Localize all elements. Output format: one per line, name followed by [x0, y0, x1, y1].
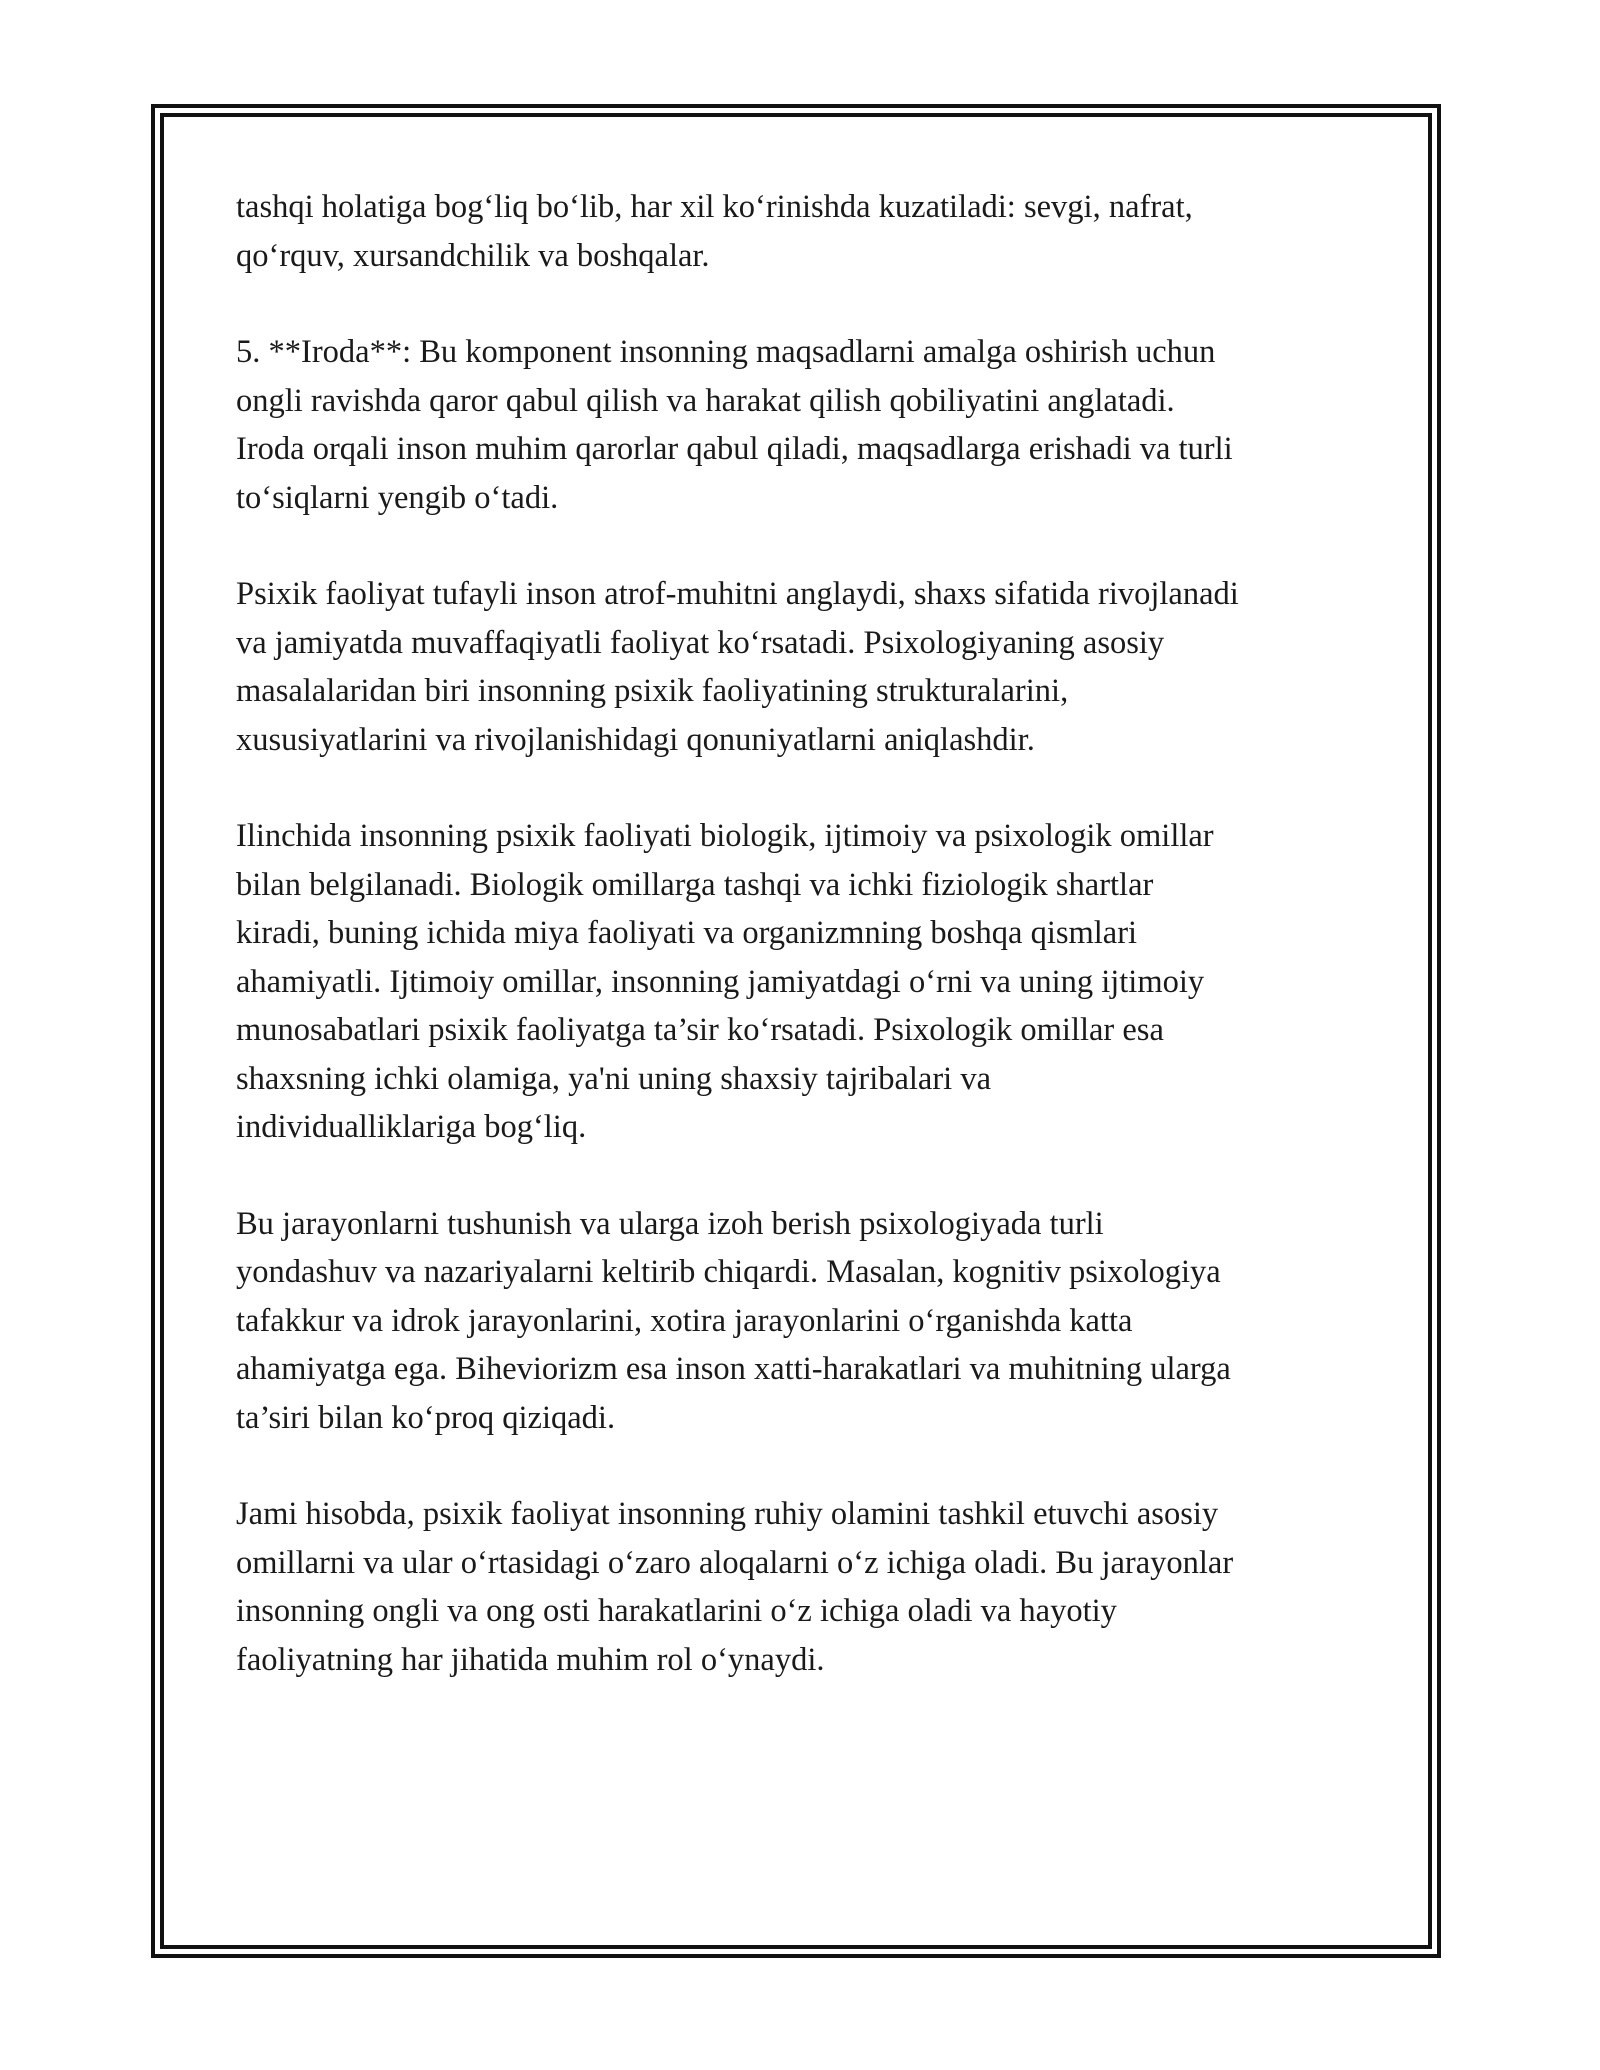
document-body	[236, 183, 1376, 1732]
paragraph-iroda: 5. **Iroda**: Bu komponent insonning maqsadlarni amalga oshirish uchun ongli ravishda qaror qabul qilish va harakat qilish qobiliyatini anglatadi. Iroda orqali inson muhim qarorlar qabul qiladi, maqsadlarga erishadi va turli to‘siqlarni yengib o‘tadi.	[236, 334, 1233, 516]
paragraph-omillar: Ilinchida insonning psixik faoliyati biologik, ijtimoiy va psixologik omillar bilan belgilanadi. Biologik omillarga tashqi va ichki fiziologik shartlar kiradi, buning ichida miya faoliyati va organizmning boshqa qismlari ahamiyatli. Ijtimoiy omillar, insonning jamiyatdagi o‘rni va uning ijtimoiy munosabatlari psixik faoliyatga ta’sir ko‘rsatadi. Psixologik omillar esa shaxsning ichki olamiga, ya'ni uning shaxsiy tajribalari va individualliklariga bog‘liq.	[236, 818, 1214, 1145]
paragraph-nazariyalar: Bu jarayonlarni tushunish va ularga izoh berish psixologiyada turli yondashuv va nazariyalarni keltirib chiqardi. Masalan, kognitiv psixologiya tafakkur va idrok jarayonlarini, xotira jarayonlarini o‘rganishda katta ahamiyatga ega. Biheviorizm esa inson xatti-harakatlari va muhitning ularga ta’siri bilan ko‘proq qiziqadi.	[236, 1205, 1231, 1436]
paragraph-psixik-faoliyat: Psixik faoliyat tufayli inson atrof-muhitni anglaydi, shaxs sifatida rivojlanadi va jamiyatda muvaffaqiyatli faoliyat ko‘rsatadi. Psixologiyaning asosiy masalalaridan biri insonning psixik faoliyatining strukturalarini, xususiyatlarini va rivojlanishidagi qonuniyatlarni aniqlashdir.	[236, 576, 1239, 758]
paragraph-emotion-continuation: tashqi holatiga bog‘liq bo‘lib, har xil ko‘rinishda kuzatiladi: sevgi, nafrat, qo‘rquv, xursandchilik va boshqalar.	[236, 189, 1193, 274]
paragraph-xulosa: Jami hisobda, psixik faoliyat insonning ruhiy olamini tashkil etuvchi asosiy omillarni va ular o‘rtasidagi o‘zaro aloqalarni o‘z ichiga oladi. Bu jarayonlar insonning ongli va ong osti harakatlarini o‘z ichiga oladi va hayotiy faoliyatning har jihatida muhim rol o‘ynaydi.	[236, 1496, 1234, 1678]
